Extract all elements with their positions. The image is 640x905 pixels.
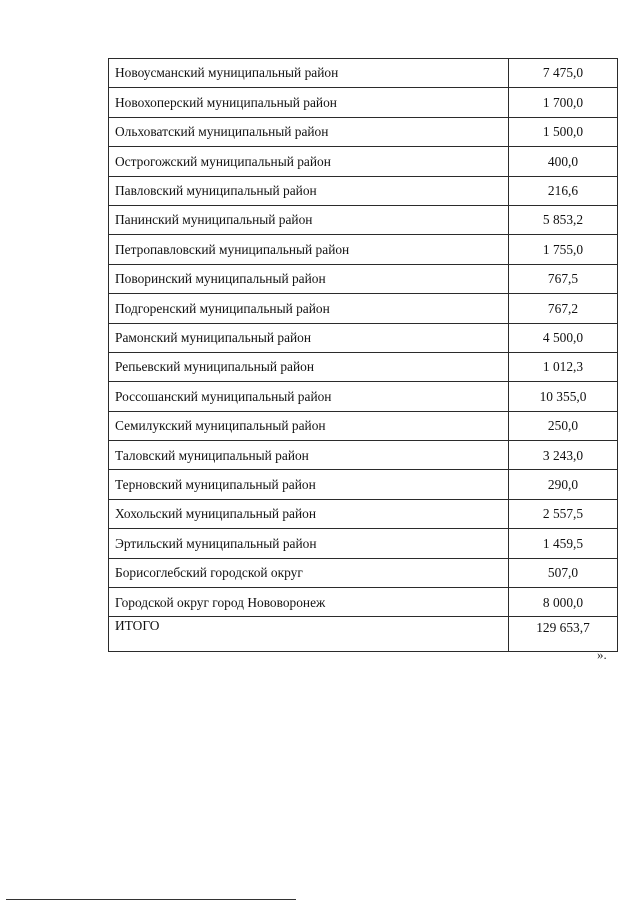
municipality-name: Терновский муниципальный район <box>109 470 509 499</box>
table-row <box>109 294 618 323</box>
table-row <box>109 499 618 528</box>
municipality-name: Семилукский муниципальный район <box>109 411 509 440</box>
allocation-amount: 1 755,0 <box>509 235 618 264</box>
total-amount: 129 653,7 <box>509 617 618 652</box>
table-row <box>109 588 618 617</box>
closing-quote: ». <box>597 647 607 662</box>
municipality-name: Панинский муниципальный район <box>109 205 509 234</box>
municipality-name: Борисоглебский городской округ <box>109 558 509 587</box>
allocation-table-container <box>108 58 610 652</box>
allocation-amount: 400,0 <box>509 147 618 176</box>
municipality-name: Петропавловский муниципальный район <box>109 235 509 264</box>
allocation-amount: 767,2 <box>509 294 618 323</box>
municipality-name: Поворинский муниципальный район <box>109 264 509 293</box>
total-label: ИТОГО <box>109 617 509 652</box>
table-row <box>109 264 618 293</box>
table-row <box>109 441 618 470</box>
allocation-amount: 290,0 <box>509 470 618 499</box>
allocation-amount: 3 243,0 <box>509 441 618 470</box>
allocation-amount: 1 500,0 <box>509 117 618 146</box>
municipality-name: Павловский муниципальный район <box>109 176 509 205</box>
table-row <box>109 88 618 117</box>
municipality-name: Эртильский муниципальный район <box>109 529 509 558</box>
allocation-table-body <box>109 59 618 652</box>
table-row <box>109 235 618 264</box>
total-row <box>109 617 618 652</box>
allocation-amount: 10 355,0 <box>509 382 618 411</box>
table-row <box>109 411 618 440</box>
table-row <box>109 176 618 205</box>
table-row <box>109 382 618 411</box>
table-row <box>109 323 618 352</box>
table-row <box>109 558 618 587</box>
table-row <box>109 470 618 499</box>
municipality-name: Новоусманский муниципальный район <box>109 59 509 88</box>
municipality-name: Хохольский муниципальный район <box>109 499 509 528</box>
municipality-name: Россошанский муниципальный район <box>109 382 509 411</box>
allocation-amount: 8 000,0 <box>509 588 618 617</box>
table-row <box>109 147 618 176</box>
table-row <box>109 117 618 146</box>
municipality-name: Острогожский муниципальный район <box>109 147 509 176</box>
allocation-amount: 5 853,2 <box>509 205 618 234</box>
allocation-table <box>108 58 618 652</box>
allocation-amount: 1 700,0 <box>509 88 618 117</box>
municipality-name: Новохоперский муниципальный район <box>109 88 509 117</box>
municipality-name: Ольховатский муниципальный район <box>109 117 509 146</box>
municipality-name: Таловский муниципальный район <box>109 441 509 470</box>
allocation-amount: 216,6 <box>509 176 618 205</box>
footer-divider <box>6 899 296 900</box>
table-row <box>109 59 618 88</box>
allocation-amount: 7 475,0 <box>509 59 618 88</box>
table-row <box>109 205 618 234</box>
allocation-amount: 767,5 <box>509 264 618 293</box>
allocation-amount: 250,0 <box>509 411 618 440</box>
allocation-amount: 1 012,3 <box>509 352 618 381</box>
allocation-amount: 1 459,5 <box>509 529 618 558</box>
municipality-name: Городской округ город Нововоронеж <box>109 588 509 617</box>
allocation-amount: 507,0 <box>509 558 618 587</box>
municipality-name: Репьевский муниципальный район <box>109 352 509 381</box>
municipality-name: Рамонский муниципальный район <box>109 323 509 352</box>
allocation-amount: 4 500,0 <box>509 323 618 352</box>
table-row <box>109 352 618 381</box>
municipality-name: Подгоренский муниципальный район <box>109 294 509 323</box>
allocation-amount: 2 557,5 <box>509 499 618 528</box>
table-row <box>109 529 618 558</box>
